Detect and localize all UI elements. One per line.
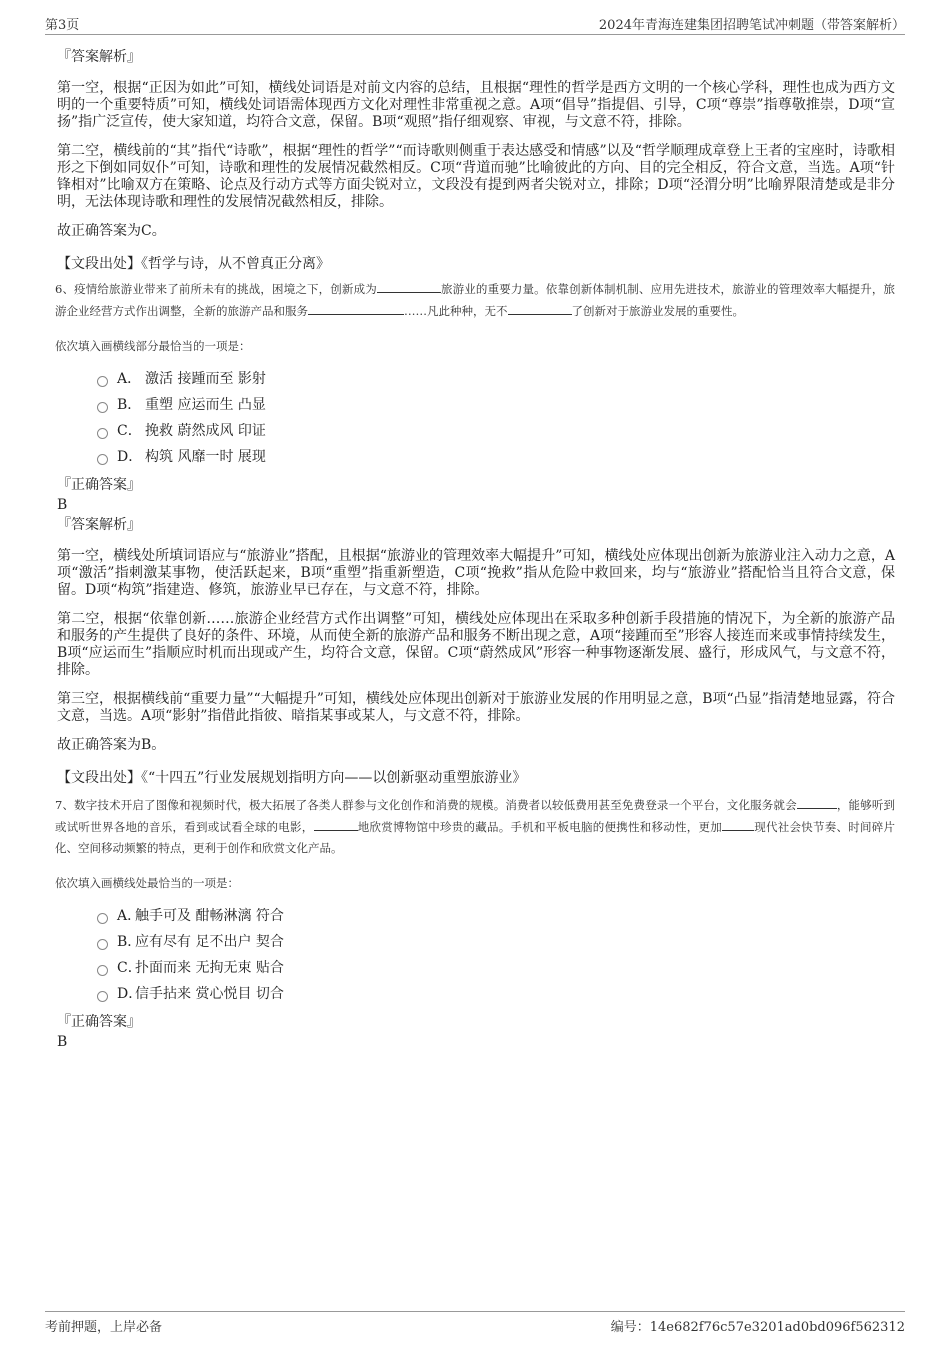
q7-option-c[interactable] — [97, 955, 895, 981]
q7-options — [97, 903, 895, 1007]
q5-analysis-p1: 第一空，根据“正因为如此”可知，横线处词语是对前文内容的总结，且根据“理性的哲学是西方文明的一个核心学科，理性也成为西方文明的一个重要特质”可知，横线处词语需体现西方文化对理性非常重视之意。A项“倡导”指提倡、引导，C项“尊崇”指尊敬推崇，D项“宣扬”指广泛宣传，使大家知道，均符合文意，保留。B项“观照”指仔细观察、审视，与文意不符，排除。 — [57, 80, 895, 130]
page-content — [55, 42, 895, 1051]
q6-analysis-heading: 『答案解析』 — [57, 517, 141, 533]
option-text: 应有尽有 足不出户 契合 — [135, 934, 284, 950]
document-title: 2024年青海连建集团招聘笔试冲刺题（带答案解析） — [598, 18, 905, 33]
q6-blank-1 — [377, 278, 441, 293]
q6-option-c[interactable] — [97, 418, 895, 444]
option-letter: A． — [117, 371, 142, 387]
option-text: 触手可及 酣畅淋漓 符合 — [135, 908, 284, 924]
q6-source: 【文段出处】《“十四五”行业发展规划指明方向——以创新驱动重塑旅游业》 — [57, 770, 527, 786]
question-7 — [55, 794, 895, 1051]
q7-answer: B — [57, 1034, 68, 1050]
q7-prompt: 依次填入画横线处最恰当的一项是： — [55, 876, 239, 890]
q7-stem-c: 地欣赏博物馆中珍贵的藏品。手机和平板电脑的便携性和移动性，更加 — [357, 820, 722, 834]
radio-icon[interactable] — [97, 991, 108, 1002]
q5-analysis-section — [55, 46, 895, 274]
q7-stem-d: 现代社会快节奏、时间碎片化、空间移动频繁的特点，更利于创作和欣赏文化产品。 — [55, 820, 895, 855]
document-id-value: 14e682f76c57e3201ad0bd096f562312 — [649, 1320, 905, 1335]
q6-option-d[interactable] — [97, 444, 895, 470]
q7-option-a[interactable] — [97, 903, 895, 929]
page-header — [45, 12, 905, 35]
document-id — [611, 1316, 905, 1335]
q6-option-a[interactable] — [97, 366, 895, 392]
option-letter: C． — [117, 960, 142, 976]
q6-stem-c: ……凡此种种，无不 — [404, 304, 508, 318]
q7-option-d[interactable] — [97, 981, 895, 1007]
q6-stem — [55, 278, 895, 322]
radio-icon[interactable] — [97, 376, 108, 387]
q6-stem-a: 6、疫情给旅游业带来了前所未有的挑战，困境之下，创新成为 — [55, 282, 377, 296]
radio-icon[interactable] — [97, 939, 108, 950]
q5-analysis-p2: 第二空，横线前的“其”指代“诗歌”，根据“理性的哲学”“而诗歌则侧重于表达感受和情感”以及“哲学顺理成章登上王者的宝座时，诗歌相形之下倒如同奴仆”可知，诗歌和理性的发展情况截然相反。C项“背道而驰”比喻彼此的方向、目的完全相反，符合文意，当选。A项“针锋相对”比喻双方在策略、论点及行动方式等方面尖锐对立，文段没有提到两者尖锐对立，排除；D项“泾渭分明”比喻界限清楚或是非分明，无法体现诗歌和理性的发展情况截然相反，排除。 — [57, 143, 895, 210]
page-footer — [45, 1311, 905, 1336]
q7-answer-heading: 『正确答案』 — [57, 1014, 141, 1030]
option-text: 挽救 蔚然成风 印证 — [145, 423, 266, 439]
q7-stem-b: ，能够听到或试听世界各地的音乐，看到或试看全球的电影， — [55, 798, 896, 834]
option-letter: C． — [117, 423, 142, 439]
option-letter: D． — [117, 449, 143, 465]
option-letter: D． — [117, 986, 143, 1002]
q6-analysis-p2: 第二空，根据“依靠创新……旅游企业经营方式作出调整”可知，横线处应体现出在采取多种创新手段措施的情况下，为全新的旅游产品和服务的产生提供了良好的条件、环境，从而使全新的旅游产品和服务不断出现之意，A项“接踵而至”形容人接连而来或事情持续发生，B项“应运而生”指顺应时机而出现或产生，均符合文意，保留。C项“蔚然成风”形容一种事物逐渐发展、盛行，形成风气，与文意不符，排除。 — [57, 611, 895, 678]
q6-blank-2 — [308, 300, 404, 315]
option-text: 构筑 风靡一时 展现 — [145, 449, 266, 465]
q7-stem — [55, 794, 895, 859]
option-letter: A． — [117, 908, 142, 924]
q6-analysis-p1: 第一空，横线处所填词语应与“旅游业”搭配，且根据“旅游业的管理效率大幅提升”可知，横线处应体现出创新为旅游业注入动力之意，A项“激活”指刺激某事物，使活跃起来，B项“重塑”指重新塑造，C项“挽救”指从危险中救回来，均与“旅游业”搭配恰当且符合文意，保留。D项“构筑”指建造、修筑，旅游业早已存在，与文意不符，排除。 — [57, 548, 895, 598]
document-id-label: 编号： — [610, 1320, 650, 1335]
q7-blank-1 — [797, 794, 837, 809]
option-letter: B． — [117, 934, 142, 950]
q6-blank-3 — [508, 300, 572, 315]
page-number: 第3页 — [45, 18, 80, 33]
q6-analysis-p3: 第三空，根据横线前“重要力量”“大幅提升”可知，横线处应体现出创新对于旅游业发展的作用明显之意，B项“凸显”指清楚地显露，符合文意，当选。A项“影射”指借此指彼、暗指某事或某人，与文意不符，排除。 — [57, 691, 895, 724]
radio-icon[interactable] — [97, 454, 108, 465]
option-text: 激活 接踵而至 影射 — [145, 371, 266, 387]
question-6 — [55, 278, 895, 788]
q7-blank-3 — [722, 816, 754, 831]
q5-conclusion: 故正确答案为C。 — [57, 223, 166, 239]
option-text: 重塑 应运而生 凸显 — [145, 397, 266, 413]
option-text: 信手拈来 赏心悦目 切合 — [135, 986, 284, 1002]
option-letter: B． — [117, 397, 142, 413]
q6-stem-d: 了创新对于旅游业发展的重要性。 — [571, 304, 744, 318]
q7-option-b[interactable] — [97, 929, 895, 955]
q6-answer: B — [57, 497, 68, 513]
q5-source: 【文段出处】《哲学与诗，从不曾真正分离》 — [57, 256, 330, 272]
q5-analysis-heading: 『答案解析』 — [57, 49, 141, 65]
q7-blank-2 — [314, 816, 358, 831]
radio-icon[interactable] — [97, 965, 108, 976]
radio-icon[interactable] — [97, 913, 108, 924]
q6-option-b[interactable] — [97, 392, 895, 418]
radio-icon[interactable] — [97, 428, 108, 439]
option-text: 扑面而来 无拘无束 贴合 — [135, 960, 284, 976]
q7-stem-a: 7、数字技术开启了图像和视频时代，极大拓展了各类人群参与文化创作和消费的规模。消费者以较低费用甚至免费登录一个平台，文化服务就会 — [55, 798, 797, 812]
q6-conclusion: 故正确答案为B。 — [57, 737, 166, 753]
radio-icon[interactable] — [97, 402, 108, 413]
q6-stem-b: 旅游业的重要力量。依靠创新体制机制、应用先进技术，旅游业的管理效率大幅提升，旅游企业经营方式作出调整，全新的旅游产品和服务 — [55, 282, 895, 318]
q6-answer-heading: 『正确答案』 — [57, 477, 141, 493]
footer-slogan: 考前押题，上岸必备 — [45, 1320, 163, 1335]
q6-prompt: 依次填入画横线部分最恰当的一项是： — [55, 339, 251, 353]
q6-options — [97, 366, 895, 470]
